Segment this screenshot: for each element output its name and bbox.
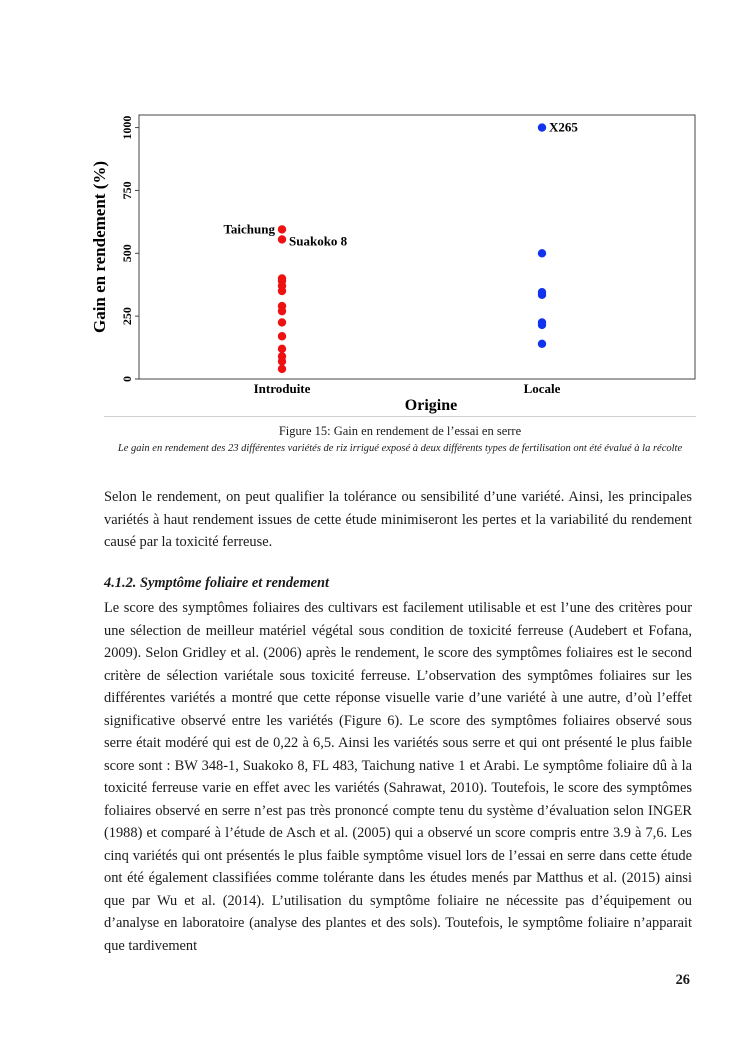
data-point [538, 288, 546, 296]
y-tick-label: 250 [120, 307, 134, 326]
y-tick-label: 750 [120, 181, 134, 200]
figure-divider [104, 416, 696, 417]
data-point [278, 302, 286, 310]
figure-title: Figure 15: Gain en rendement de l’essai en serre [278, 424, 522, 438]
annotation-label: X265 [549, 119, 578, 135]
annotation-label: Taichung [223, 221, 275, 237]
x-axis-label: Origine [404, 397, 458, 414]
plot-frame [139, 115, 695, 379]
y-axis-ticks [120, 116, 139, 382]
paragraph-yield: Selon le rendement, on peut qualifier la tolérance ou sensibilité d’une variété. Ainsi, les principales variétés à haut rendement issues de cette étude minimiseront les pertes et la variabilité du rendement causé par la toxicité ferreuse. [104, 489, 692, 550]
y-tick-label: 500 [120, 244, 134, 263]
point-annotations [223, 120, 578, 249]
annotation-label: Suakoko 8 [289, 233, 348, 249]
data-point [278, 365, 286, 373]
yield-gain-chart [90, 105, 705, 417]
x-axis-ticks [254, 381, 561, 396]
section-heading: 4.1.2. Symptôme foliaire et rendement [104, 575, 330, 591]
x-tick-label: Introduite [253, 381, 311, 396]
data-point [538, 318, 546, 326]
data-point [278, 235, 286, 243]
scatter-plot [90, 105, 705, 417]
data-point [278, 345, 286, 353]
x-tick-label: Locale [523, 381, 561, 396]
paragraph-foliar-symptoms: Le score des symptômes foliaires des cultivars est facilement utilisable et est l’une des critères pour une sélection de meilleur matériel végétal sous condition de toxicité ferreuse (Audebert et Fofana, 2009). Selon Gridley et al. (2006) après le rendement, le score des symptômes foliaires est le second critère de sélection variétale sous toxicité ferreuse. L’observation des symptômes foliaires sur les différentes variétés a montré que cette réponse visuelle varie d’une variété à une autre, d’où l’effet significative observé entre les variétés (Figure 6). Le score des symptômes foliaires observé sous serre était modéré qui est de 0,22 à 6,5. Ainsi les variétés sous serre et qui ont présenté le plus faible score sont : BW 348-1, Suakoko 8, FL 483, Taichung native 1 et Arabi. Le symptôme foliaire dû à la toxicité ferreuse varie en effet avec les variétés (Sahrawat, 2010). Toutefois, le score des symptômes foliaires observé en serre n’est pas très prononcé compte tenu du système d’évaluation selon INGER (1988) et comparé à l’étude de Asch et al. (2005) qui a observé un score compris entre 3.9 à 7,6. Les cinq variétés qui ont présentés le plus faible symptôme visuel lors de l’essai en serre dans cette étude ont été également classifiées comme tolérante dans les études menés par Matthus et al. (2015) ainsi que par Wu et al. (2014). L’utilisation du symptôme foliaire ne nécessite pas d’équipement ou d’analyse en laboratoire (analyse des plantes et des sols). Toutefois, le symptôme foliaire n’apparait que tardivement [104, 600, 692, 954]
data-point [278, 225, 286, 233]
data-point [278, 332, 286, 340]
y-tick-label: 1000 [120, 115, 134, 140]
y-tick-label: 0 [120, 376, 134, 382]
y-axis-label: Gain en rendement (%) [90, 160, 109, 334]
data-point [538, 249, 546, 257]
data-point [538, 340, 546, 348]
data-point [278, 274, 286, 282]
page-number: 26 [675, 972, 690, 988]
data-point [278, 352, 286, 360]
data-point [278, 318, 286, 326]
data-point [538, 123, 546, 131]
figure-caption: Le gain en rendement des 23 différentes variétés de riz irrigué exposé à deux différents types de fertilisation ont été évalué à la récolte [117, 443, 683, 454]
